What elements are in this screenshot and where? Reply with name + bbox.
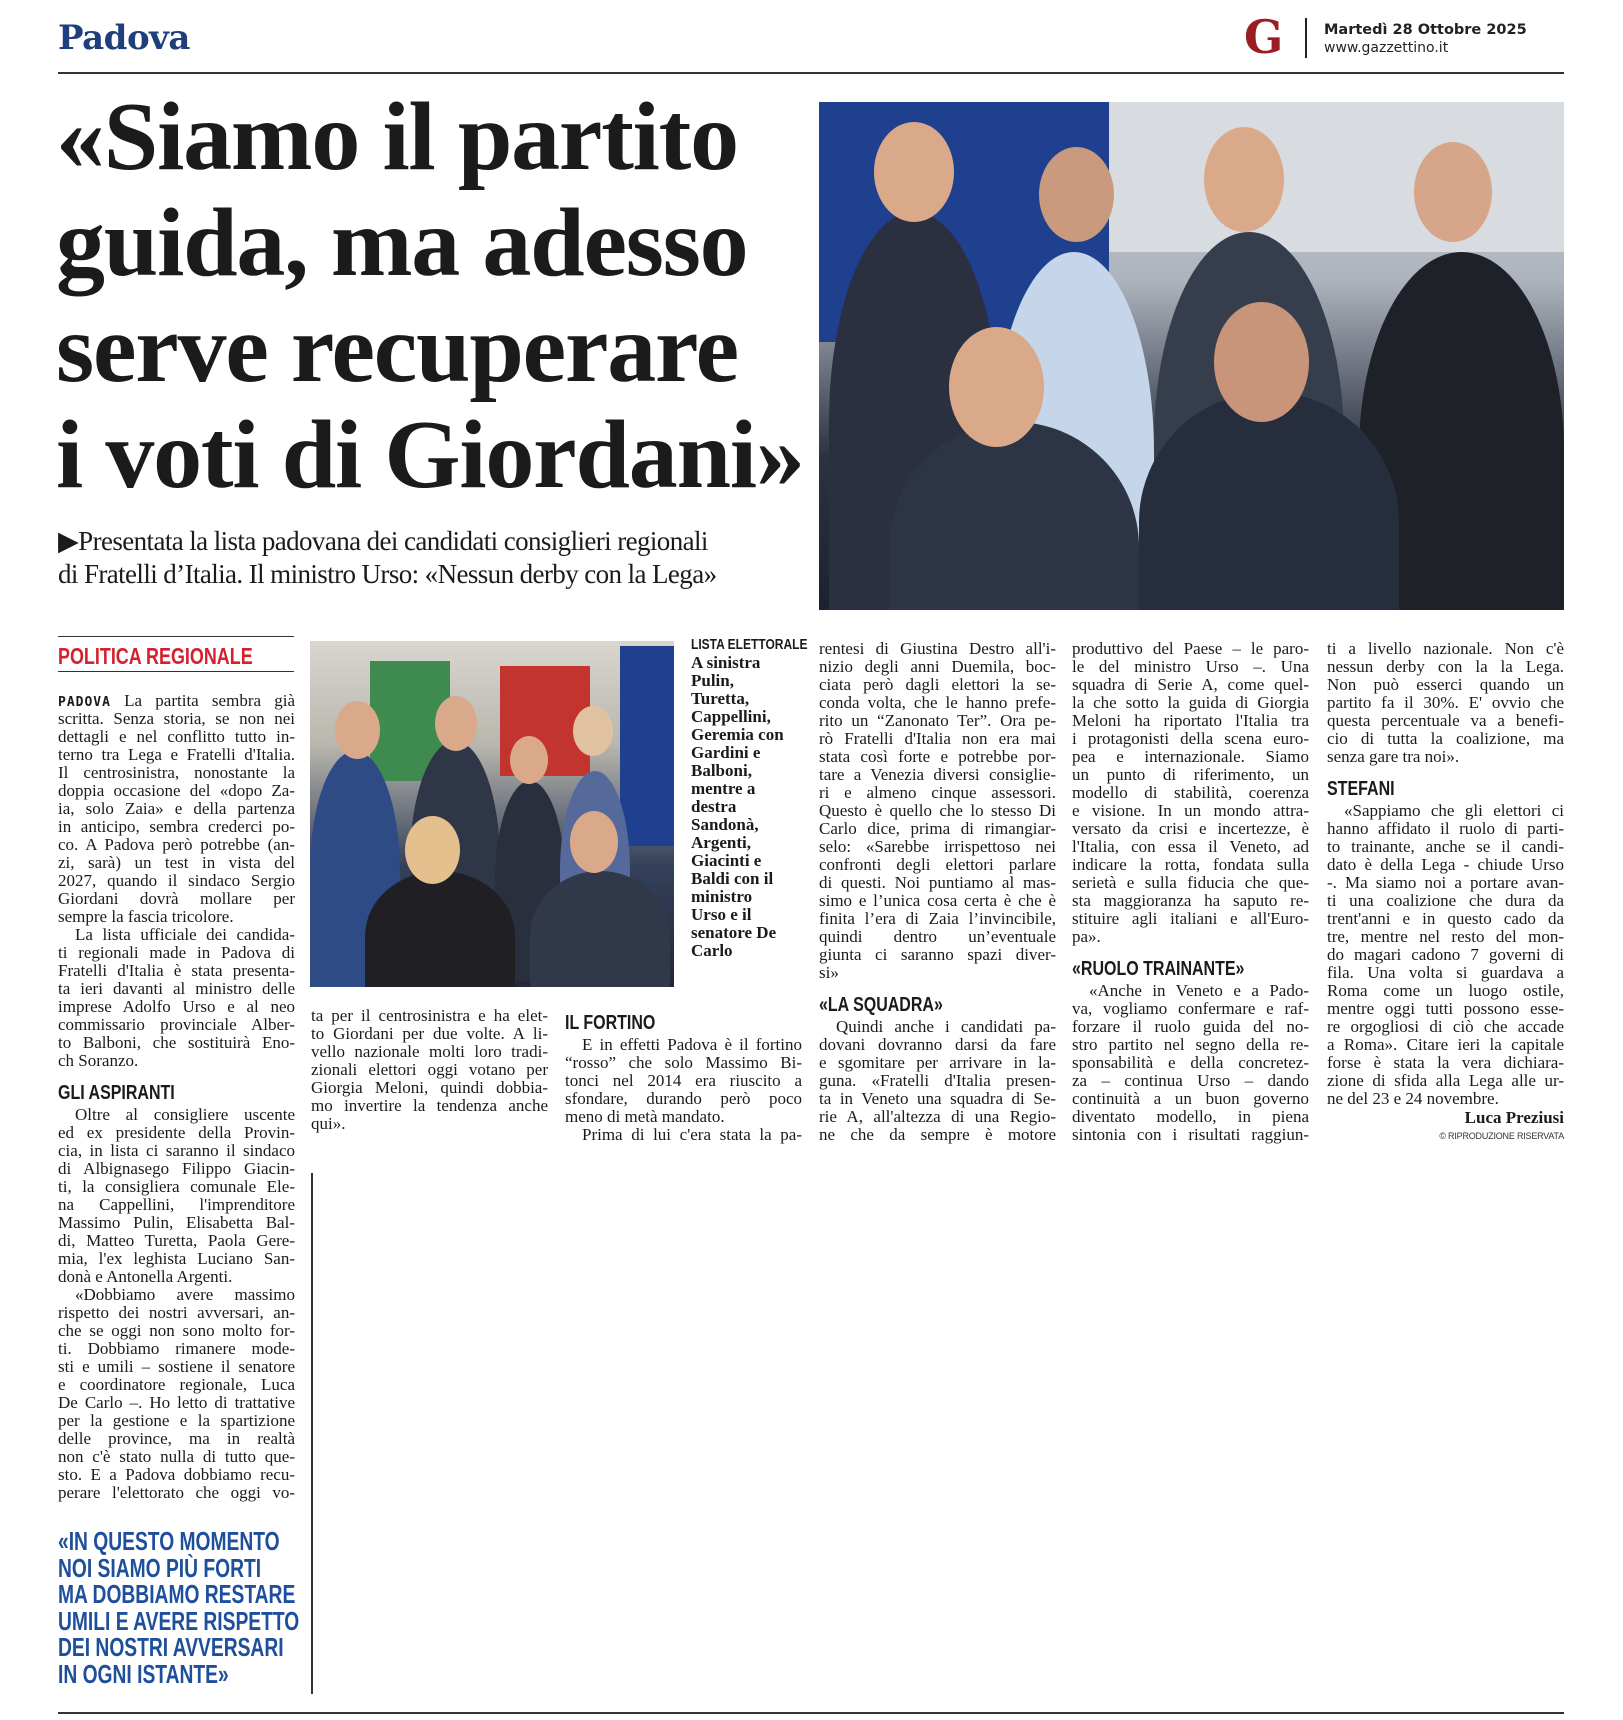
text-line: doppia occasione del «dopo Za- (58, 782, 295, 800)
caption-line: Giacinti e (691, 851, 762, 870)
text-line: ch Soranzo. (58, 1052, 139, 1070)
text-line: dato è della Lega - chiude Urso (1327, 856, 1564, 874)
article-column-2 (311, 1007, 548, 1133)
text-line: ta in Veneto una squadra di Se- (819, 1090, 1056, 1108)
text-line: nessun derby con la la Lega. (1327, 658, 1564, 676)
text-line: versato da crisi e incertezze, è (1072, 820, 1309, 838)
text-line: le del ministro Urso –. Una (1072, 658, 1309, 676)
text-line: ti regionali made in Padova di (58, 944, 295, 962)
text-line: Questo è quello che lo stesso Di (819, 802, 1056, 820)
text-line: donà e Antonella Argenti. (58, 1268, 233, 1286)
text-line: re orgogliosi di ciò che accade (1327, 1018, 1564, 1036)
text-line: rie A, all'altezza di una Regio- (819, 1108, 1056, 1126)
headline-line: i voti di Giordani» (56, 401, 804, 509)
text-line: ed ex presidente della Provin- (58, 1124, 295, 1142)
text-line: simo e l’unica cosa certa è che è (819, 892, 1056, 910)
subheading (1327, 766, 1564, 802)
text-line: e sgomitare per arrivare in la- (819, 1054, 1056, 1072)
article-column-4 (819, 640, 1056, 1144)
headline-line: serve recuperare (56, 295, 738, 403)
text-line: mentre oggi tutti possono esse- (1327, 1000, 1564, 1018)
text-line: Massimo Pulin, Elisabetta Bal- (58, 1214, 295, 1232)
text-line: in anticipo, sembra crederci po- (58, 818, 295, 836)
text-line: commissario provinciale Alber- (58, 1016, 295, 1034)
text-line: che se oggi non sono molto for- (58, 1322, 295, 1340)
quote-line: «IN QUESTO MOMENTO (58, 1526, 280, 1556)
text-line: imprese Adolfo Urso e al neo (58, 998, 295, 1016)
newspaper-logo: G (1244, 10, 1284, 64)
text-line: un punto di riferimento, un (1072, 766, 1309, 784)
subheading-text: «LA SQUADRA» (819, 994, 943, 1016)
text-line: finita l’era di Zaia l’invincibile, (819, 910, 1056, 928)
caption-line: Carlo (691, 941, 733, 960)
quote-line: UMILI E AVERE RISPETTO (58, 1605, 300, 1636)
text-line: sintonia con i risultati raggiun- (1072, 1126, 1309, 1144)
text-line: E in effetti Padova è il fortino (582, 1036, 802, 1054)
text-line: ri e almeno cinque assessori. (819, 784, 1056, 802)
text-line: squadra di Serie A, come quel- (1072, 676, 1309, 694)
text-line: sempre la fascia tricolore. (58, 908, 234, 926)
text-line: terno tra Lega e Fratelli d'Italia. (58, 746, 295, 764)
text-line: De Carlo –. Ho letto di trattative (58, 1394, 295, 1412)
subheading (58, 1070, 295, 1106)
text-line: stata così forte e potrebbe por- (819, 748, 1056, 766)
text-line: stituire agli italiani e all'Euro- (1072, 910, 1309, 928)
column-divider (311, 1173, 313, 1694)
main-photo (819, 102, 1564, 610)
caption-line: Argenti, (691, 833, 751, 852)
text-line: e coordinatore regionale, Luca (58, 1376, 295, 1394)
text-line: Il centrosinistra, nonostante la (58, 764, 295, 782)
text-line: si» (819, 964, 839, 982)
caption-label: LISTA ELETTORALE (691, 636, 808, 653)
text-line: zione di sfida alla Lega alle ur- (1327, 1072, 1564, 1090)
article-column-5 (1072, 640, 1309, 1144)
caption-line: Geremia con (691, 725, 784, 744)
caption-line: A sinistra (691, 653, 761, 672)
text-line: senza gare tra noi». (1327, 748, 1460, 766)
text-line: fila. Una volta si guardava a (1327, 964, 1564, 982)
text-line: va, vogliamo confermare e raf- (1072, 1000, 1309, 1018)
quote-line: IN OGNI ISTANTE» (58, 1658, 229, 1689)
text-line: La lista ufficiale dei candida- (75, 926, 295, 944)
text-line: confronti degli elettori parlare (819, 856, 1056, 874)
text-line: Quindi anche i candidati pa- (836, 1018, 1056, 1036)
text-line: qui». (311, 1115, 346, 1133)
subheading (565, 1000, 802, 1036)
article-column-6 (1327, 640, 1564, 1144)
text-line: «Anche in Veneto e a Pado- (1089, 982, 1309, 1000)
text-line: ti a livello nazionale. Non c'è (1327, 640, 1564, 658)
text-line: stro partito nel segno della re- (1072, 1036, 1309, 1054)
text-line: continuità a un buon governo (1072, 1090, 1309, 1108)
text-line: giunta ci saranno spazi diver- (819, 946, 1056, 964)
caption-line: destra (691, 797, 737, 816)
subheading-text: GLI ASPIRANTI (58, 1082, 175, 1104)
text-line: do magari cadono 7 governi di (1327, 946, 1564, 964)
subheading-text: «RUOLO TRAINANTE» (1072, 958, 1245, 980)
kicker-label: POLITICA REGIONALE (58, 643, 253, 669)
text-line (58, 692, 295, 710)
text-line: «Dobbiamo avere massimo (75, 1286, 295, 1304)
text-line: partito fa il 30%. E' ovvio che (1327, 694, 1564, 712)
text-line: ne del 23 e 24 novembre. (1327, 1090, 1499, 1108)
caption-line: Sandonà, (691, 815, 759, 834)
text-line: mia, l'ex leghista Luciano San- (58, 1250, 295, 1268)
header-divider (1305, 18, 1307, 58)
text-line: co. A Padova però potrebbe (an- (58, 836, 295, 854)
text-line: delle province, ma in realtà (58, 1430, 295, 1448)
text-line: Prima di lui c'era stata la pa- (582, 1126, 802, 1144)
text-line: ta per il centrosinistra e ha elet- (311, 1007, 548, 1025)
subheading (819, 982, 1056, 1018)
article-column-3 (565, 1000, 802, 1144)
text-line: modello di stabilità, coerenza (1072, 784, 1309, 802)
subheadline (58, 525, 818, 591)
text-line: “rosso” che solo Massimo Bi- (565, 1054, 802, 1072)
text-line: pa». (1072, 928, 1101, 946)
quote-line: DEI NOSTRI AVVERSARI (58, 1632, 284, 1663)
text-line: di, Matteo Turetta, Paola Gere- (58, 1232, 295, 1250)
text-line: -. Ma siamo noi a portare avan- (1327, 874, 1564, 892)
headline-line: guida, ma adesso (56, 189, 748, 297)
text-line: selo: «Sarebbe irrispettoso nei (819, 838, 1056, 856)
text-line: tonci nel 2014 era riuscito a (565, 1072, 802, 1090)
caption-line: Balboni, (691, 761, 752, 780)
article-column-1 (58, 692, 295, 1502)
text-line: serietà e sulla fiducia che que- (1072, 874, 1309, 892)
caption-line: Urso e il (691, 905, 752, 924)
text-line: i protagonisti della scena euro- (1072, 730, 1309, 748)
text-line: pea e internazionale. Siamo (1072, 748, 1309, 766)
text-line: Roma come un luogo ostile, (1327, 982, 1564, 1000)
text-line: diventato modello, in piena (1072, 1108, 1309, 1126)
text-line: to Balboni, che sostituirà Eno- (58, 1034, 295, 1052)
dateline: PADOVA (58, 695, 111, 710)
text-line: na Cappellini, l'imprenditore (58, 1196, 295, 1214)
text-line: produttivo del Paese – le paro- (1072, 640, 1309, 658)
text-line: nizio degli anni Duemila, boc- (819, 658, 1056, 676)
text-line: to Giordani per due volte. A li- (311, 1025, 548, 1043)
text-line: e visione. In un mondo attra- (1072, 802, 1309, 820)
text-line: zi, sarà) un test in vista del (58, 854, 295, 872)
text-line: trent'anni e in questo cado da (1327, 910, 1564, 928)
text-line: cia, in lista ci saranno il sindaco (58, 1142, 295, 1160)
text-line: rentesi di Giustina Destro all'i- (819, 640, 1056, 658)
caption-line: Turetta, (691, 689, 750, 708)
caption-line: mentre a (691, 779, 756, 798)
text-line: «Sappiamo che gli elettori ci (1344, 802, 1564, 820)
copyright-notice: © RIPRODUZIONE RISERVATA (1439, 1131, 1564, 1141)
caption-line: Baldi con il (691, 869, 774, 888)
caption-line: ministro (691, 887, 753, 906)
text-line: sta maggioranza ha saputo re- (1072, 892, 1309, 910)
text-line: di questi. Noi puntiamo al mas- (819, 874, 1056, 892)
text-line: tare a Venezia diversi consiglie- (819, 766, 1056, 784)
section-kicker (58, 636, 294, 672)
text-line: forse è stata la vera dichiara- (1327, 1054, 1564, 1072)
text-line: dettagli e nel conflitto tutto in- (58, 728, 295, 746)
footer-rule (58, 1712, 1564, 1714)
photo-caption (691, 636, 808, 960)
headline-line: «Siamo il partito (56, 83, 738, 191)
text-line: sfondare, durando però poco (565, 1090, 802, 1108)
subheadline-line: ▶Presentata la lista padovana dei candidati consiglieri regionali (58, 526, 708, 556)
text-line: per la gestione e la spartizione (58, 1412, 295, 1430)
text-line: la che sotto la guida di Giorgia (1072, 694, 1309, 712)
text-line: Giordani dovrà mollare per (58, 890, 295, 908)
text-line: hanno affidato il ruolo di parti- (1327, 820, 1564, 838)
text-line: Carlo dice, prima di rimangiar- (819, 820, 1056, 838)
text-line: rito un “Zanonato Ter”. Ora pe- (819, 712, 1056, 730)
text-line: ne che da sempre è motore (819, 1126, 1056, 1144)
text-line: non c'è stato nulla di tutto que- (58, 1448, 295, 1466)
quote-line: MA DOBBIAMO RESTARE (58, 1579, 296, 1610)
text-line: to trainante, anche se il candi- (1327, 838, 1564, 856)
text-line: forzare il ruolo guida del no- (1072, 1018, 1309, 1036)
text-line: scritta. Senza storia, se non nei (58, 710, 295, 728)
text-line: ti, la consigliera comunale Ele- (58, 1178, 295, 1196)
text-line: sto. E a Padova dobbiamo recu- (58, 1466, 295, 1484)
website-link[interactable]: www.gazzettino.it (1324, 40, 1449, 56)
text-line: rispetto dei nostri avversari, an- (58, 1304, 295, 1322)
text-line: l'Italia, con essa il Veneto, ad (1072, 838, 1309, 856)
text-line: ia, solo Zaia» e della partenza (58, 800, 295, 818)
section-title: Padova (58, 18, 190, 58)
pull-quote (58, 1528, 308, 1688)
text-line-content: La partita sembra già (124, 692, 295, 710)
caption-line: senatore De (691, 923, 777, 942)
text-line: a Roma». Citare ieri la capitale (1327, 1036, 1564, 1054)
header-rule (58, 72, 1564, 74)
text-line: 2027, quando il sindaco Sergio (58, 872, 295, 890)
caption-line: Gardini e (691, 743, 761, 762)
text-line: quindi dentro un’eventuale (819, 928, 1056, 946)
text-line: dovani dovranno darsi da fare (819, 1036, 1056, 1054)
text-line: tre, mentre nel resto del mon- (1327, 928, 1564, 946)
text-line: indicare la rotta, fondata sulla (1072, 856, 1309, 874)
text-line: questa percentuale va a benefi- (1327, 712, 1564, 730)
subheading-text: STEFANI (1327, 778, 1395, 800)
caption-line: Pulin, (691, 671, 734, 690)
text-line: Fratelli d'Italia è stata presenta- (58, 962, 295, 980)
text-line: guna. «Fratelli d'Italia presen- (819, 1072, 1056, 1090)
text-line: Non può esserci quando un (1327, 676, 1564, 694)
text-line: Oltre al consigliere uscente (75, 1106, 295, 1124)
caption-line: Cappellini, (691, 707, 771, 726)
text-line: Meloni ha riportato l'Italia tra (1072, 712, 1309, 730)
text-line: ti una coalizione che dura da (1327, 892, 1564, 910)
text-line: ta ieri davanti al ministro delle (58, 980, 295, 998)
text-line: sti e umili – sostiene il senatore (58, 1358, 295, 1376)
subheading (1072, 946, 1309, 982)
text-line: vello nazionale molti loro tradi- (311, 1043, 548, 1061)
headline (56, 84, 816, 508)
text-line: di Albignasego Filippo Giacin- (58, 1160, 295, 1178)
quote-line: NOI SIAMO PIÙ FORTI (58, 1552, 262, 1583)
text-line: sponsabilità e della concretez- (1072, 1054, 1309, 1072)
text-line: zionali elettori oggi votano per (311, 1061, 548, 1079)
text-line: cio di tutta la coalizione, ma (1327, 730, 1564, 748)
author-byline: Luca Preziusi (1464, 1108, 1564, 1127)
text-line: conda volta, che le hanno prefe- (819, 694, 1056, 712)
subheading-text: IL FORTINO (565, 1012, 656, 1034)
text-line: mo invertire la tendenza anche (311, 1097, 548, 1115)
text-line: za – continua Urso – dando (1072, 1072, 1309, 1090)
text-line: ti. Dobbiamo rimanere mode- (58, 1340, 295, 1358)
text-line: Giorgia Meloni, quindi dobbia- (311, 1079, 548, 1097)
text-line: rò Fratelli d'Italia non era mai (819, 730, 1056, 748)
issue-date: Martedì 28 Ottobre 2025 (1324, 22, 1527, 38)
subheadline-line: di Fratelli d’Italia. Il ministro Urso: «Nessun derby con la Lega» (58, 559, 717, 589)
text-line: ciata però dagli elettori la se- (819, 676, 1056, 694)
text-line: meno di metà mandato. (565, 1108, 725, 1126)
text-line: perare l'elettorato che oggi vo- (58, 1484, 295, 1502)
group-photo (310, 641, 674, 987)
